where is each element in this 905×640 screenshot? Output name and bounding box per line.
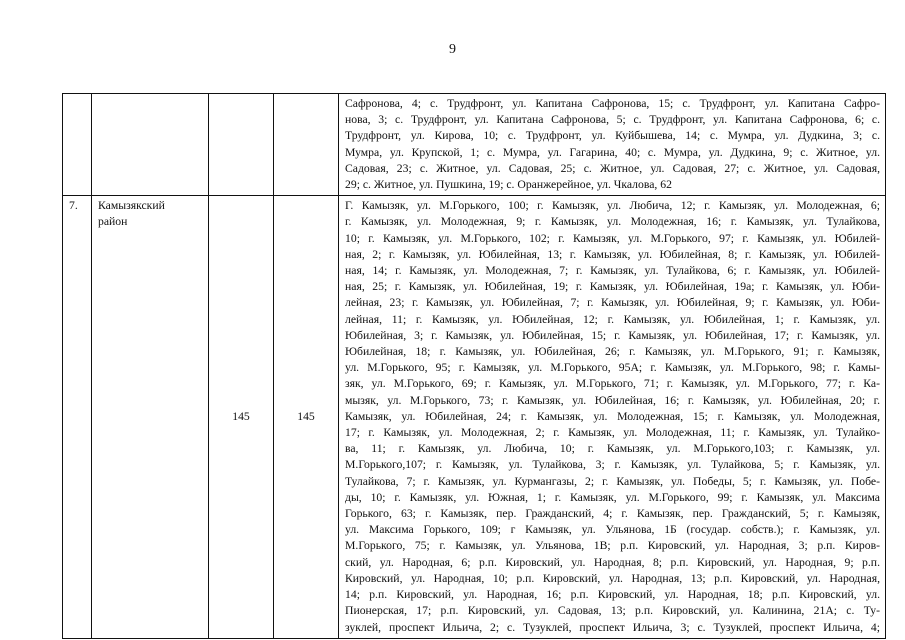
address-line: ва, 11; г. Камызяк, ул. Любича, 10; г. Камызяк, ул. М.Горького,103; г. Камызяк, ул. xyxy=(345,442,880,456)
address-line: ная, 2; г. Камызяк, ул. Юбилейная, 13; г. Камызяк, ул. Юбилейная, 8; г. Камызяк, ул. Юбилей- xyxy=(345,247,880,261)
count-cell-a: 145 xyxy=(209,196,274,638)
address-line: 17; г. Камызяк, ул. Молодежная, 2; г. Камызяк, ул. Молодежная, 11; г. Камызяк, ул. Тулайко- xyxy=(345,426,880,440)
district-name-line: Камызякский xyxy=(98,199,165,213)
count-cell-a xyxy=(209,94,274,196)
count-cell-b xyxy=(274,94,339,196)
address-line: ский, ул. Народная, 6; р.п. Кировский, ул. Народная, 8; р.п. Кировский, ул. Народная, 9; р.п. xyxy=(345,555,880,569)
row-number: 7. xyxy=(63,196,92,638)
address-list xyxy=(339,196,886,638)
address-line: ная, 25; г. Камызяк, ул. Юбилейная, 19; г. Камызяк, ул. Юбилейная, 19а; г. Камызяк, ул. Юби- xyxy=(345,280,880,294)
count-cell-b: 145 xyxy=(274,196,339,638)
address-line: Горького, 63; г. Камызяк, пер. Гражданский, 4; г. Камызяк, пер. Гражданский, 5; г. Камызяк, xyxy=(345,507,880,521)
address-line: лейная, 23; г. Камызяк, ул. Юбилейная, 7; г. Камызяк, ул. Юбилейная, 9; г. Камызяк, ул. Юби- xyxy=(345,296,880,310)
address-line: 14; р.п. Кировский, ул. Народная, 16; р.п. Кировский, ул. Народная, 18; р.п. Кировский, ул. xyxy=(345,588,880,602)
district-name xyxy=(92,94,209,196)
address-line: М.Горького, 75; г. Камызяк, ул. Ульянова, 1В; р.п. Кировский, ул. Народная, 3; р.п. Киров- xyxy=(345,539,880,553)
address-line: ул. Максима Горького, 109; г Камызяк, ул. Ульянова, 1Б (государ. собств.); г. Камызяк, ул. xyxy=(345,523,880,537)
address-line: Г. Камызяк, ул. М.Горького, 100; г. Камызяк, ул. Любича, 12; г. Камызяк, ул. Молодежная, 6; xyxy=(345,199,880,213)
row-number xyxy=(63,94,92,196)
address-list xyxy=(339,94,886,196)
address-line: ды, 10; г. Камызяк, ул. Южная, 1; г. Камызяк, ул. М.Горького, 99; г. Камызяк, ул. Максима xyxy=(345,490,880,504)
address-line: Кировский, ул. Народная, 10; р.п. Кировский, ул. Народная, 13; р.п. Кировский, ул. Народная, xyxy=(345,571,880,585)
address-line: ная, 14; г. Камызяк, ул. Молодежная, 7; г. Камызяк, ул. Тулайкова, 6; г. Камызяк, ул. Юбилей- xyxy=(345,264,880,278)
table-row xyxy=(63,196,886,638)
address-line: Сафронова, 4; с. Трудфронт, ул. Капитана Сафронова, 15; с. Трудфронт, ул. Капитана Сафро- xyxy=(345,97,880,110)
address-line: Садовая, 23; с. Житное, ул. Садовая, 25; с. Житное, ул. Садовая, 27; с. Житное, ул. Садовая, xyxy=(345,161,880,175)
address-line: зуклей, проспект Ильича, 2; с. Тузуклей, проспект Ильича, 3; с. Тузуклей, проспект Ильича, 4; xyxy=(345,620,880,634)
address-line: Тулайкова, 7; г. Камызяк, ул. Курмангазы, 2; г. Камызяк, ул. Победы, 5; г. Камызяк, ул. Побе- xyxy=(345,474,880,488)
address-line: Трудфронт, ул. Кирова, 10; с. Трудфронт, ул. Куйбышева, 14; с. Мумра, ул. Дудкина, 3; с. xyxy=(345,129,880,143)
address-line: 29; с. Житное, ул. Пушкина, 19; с. Оранжерейное, ул. Чкалова, 62 xyxy=(345,178,672,192)
address-line: М.Горького,107; г. Камызяк, ул. Тулайкова, 3; г. Камызяк, ул. Тулайкова, 5; г. Камызяк, ул. xyxy=(345,458,880,472)
district-name-line: район xyxy=(98,215,128,229)
district-name xyxy=(92,196,209,638)
address-line: зяк, ул. М.Горького, 69; г. Камызяк, ул. М.Горького, 71; г. Камызяк, ул. М.Горького, 77; г. Ка- xyxy=(345,377,880,391)
address-line: Камызяк, ул. Юбилейная, 24; г. Камызяк, ул. Молодежная, 15; г. Камызяк, ул. Молодежная, xyxy=(345,409,880,423)
address-line: мызяк, ул. М.Горького, 73; г. Камызяк, ул. Юбилейная, 16; г. Камызяк, ул. Юбилейная, 20; г. xyxy=(345,393,880,407)
table-row xyxy=(63,94,886,196)
address-line: Юбилейная, 18; г. Камызяк, ул. Юбилейная, 26; г. Камызяк, ул. М.Горького, 91; г. Камызяк, xyxy=(345,345,880,359)
address-table xyxy=(62,93,886,639)
page-number: 9 xyxy=(449,42,456,57)
address-line: ул. М.Горького, 95; г. Камызяк, ул. М.Горького, 95А; г. Камызяк, ул. М.Горького, 98; г. Камы- xyxy=(345,361,880,375)
address-line: Юбилейная, 3; г. Камызяк, ул. Юбилейная, 15; г. Камызяк, ул. Юбилейная, 17; г. Камызяк, ул. xyxy=(345,328,880,342)
address-line: Пионерская, 17; р.п. Кировский, ул. Садовая, 13; р.п. Кировский, ул. Калинина, 21А; с. Ту- xyxy=(345,604,880,618)
address-line: г. Камызяк, ул. Молодежная, 9; г. Камызяк, ул. Молодежная, 16; г. Камызяк, ул. Тулайкова, xyxy=(345,215,880,229)
address-line: лейная, 11; г. Камызяк, ул. Юбилейная, 12; г. Камызяк, ул. Юбилейная, 1; г. Камызяк, ул. xyxy=(345,312,880,326)
address-line: Мумра, ул. Крупской, 1; с. Мумра, ул. Гагарина, 40; с. Мумра, ул. Дудкина, 9; с. Житное, ул. xyxy=(345,145,880,159)
address-line: 10; г. Камызяк, ул. М.Горького, 102; г. Камызяк, ул. М.Горького, 97; г. Камызяк, ул. Юбилей- xyxy=(345,231,880,245)
address-line: нова, 3; с. Трудфронт, ул. Капитана Сафронова, 5; с. Трудфронт, ул. Капитана Сафронова, 6; с. xyxy=(345,113,880,127)
